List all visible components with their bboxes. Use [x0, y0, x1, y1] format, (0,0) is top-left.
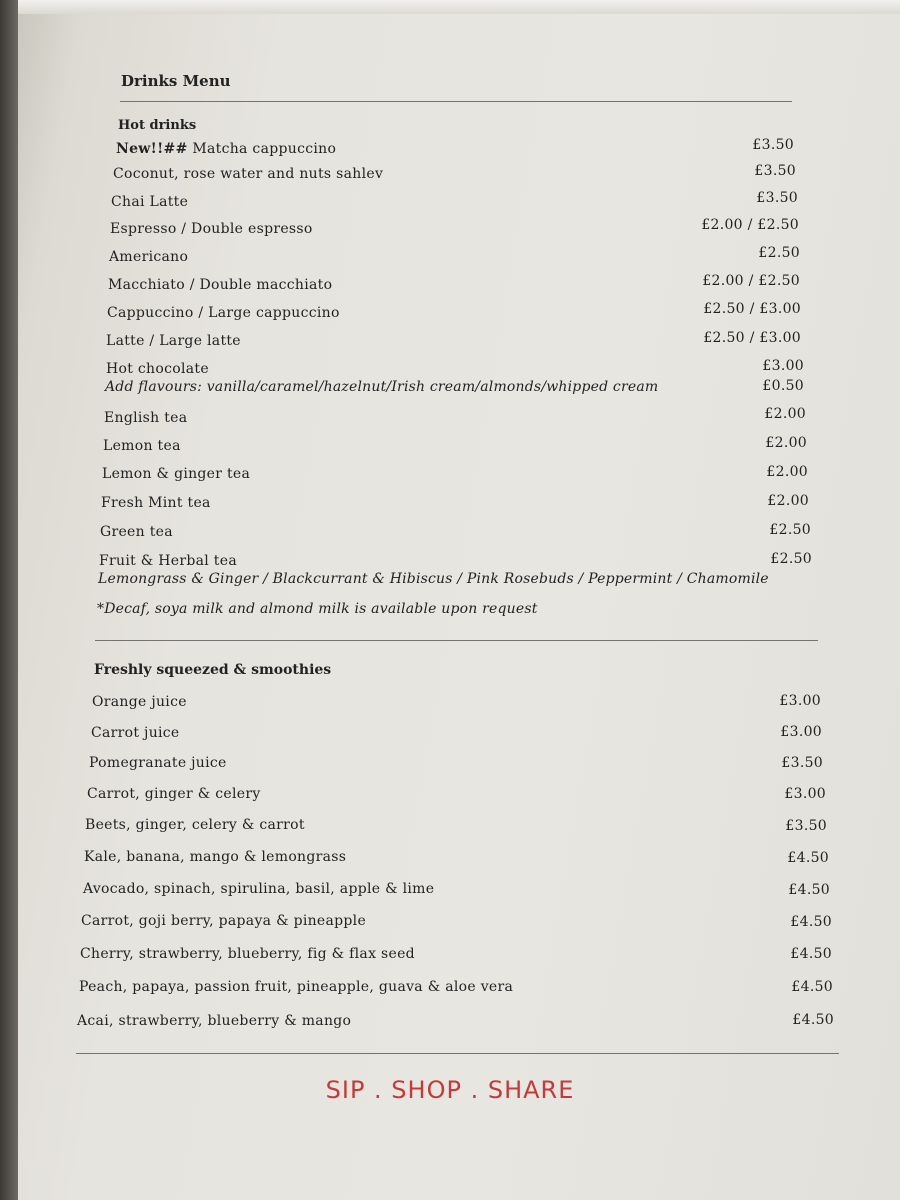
hot-drinks-heading: Hot drinks: [118, 118, 197, 133]
juices-heading: Freshly squeezed & smoothies: [94, 662, 332, 678]
menu-item-price: £4.50: [790, 946, 832, 962]
menu-item-name: [111, 194, 188, 210]
menu-item-price: £4.50: [791, 979, 833, 995]
menu-item-name: [84, 849, 346, 865]
menu-item-name: [106, 333, 241, 349]
menu-item-label: Latte / Large latte: [106, 333, 241, 349]
menu-item-label: Carrot, ginger & celery: [87, 786, 261, 802]
menu-item-price: £4.50: [792, 1012, 834, 1028]
menu-item-label: Cherry, strawberry, blueberry, fig & flax seed: [80, 946, 415, 962]
menu-item-label: Chai Latte: [111, 194, 189, 210]
menu-item-price: £4.50: [788, 882, 830, 898]
menu-item-name: [104, 410, 187, 426]
menu-item-label: Pomegranate juice: [89, 755, 227, 771]
menu-item-label: Macchiato / Double macchiato: [108, 277, 333, 293]
menu-item-label: Orange juice: [92, 694, 187, 710]
menu-item-price: £3.00: [762, 358, 804, 374]
menu-item-name: [108, 277, 332, 293]
section-divider: [95, 640, 818, 641]
menu-item-name: [107, 305, 340, 321]
menu-item-name: [91, 725, 180, 741]
menu-item-price: £3.00: [779, 693, 821, 709]
menu-item-price: £3.00: [784, 786, 826, 802]
menu-item-label: Kale, banana, mango & lemongrass: [84, 849, 347, 865]
menu-item-price: £2.00: [767, 493, 809, 509]
menu-item-label: Carrot, goji berry, papaya & pineapple: [81, 913, 367, 929]
menu-item-name: [116, 141, 336, 157]
menu-item-label: Matcha cappuccino: [192, 141, 337, 157]
menu-item-label: Espresso / Double espresso: [110, 221, 313, 237]
menu-item-price: £2.50: [769, 522, 811, 538]
menu-item-price: £4.50: [787, 850, 829, 866]
menu-item-label: Acai, strawberry, blueberry & mango: [77, 1013, 352, 1029]
menu-item-label: Lemon & ginger tea: [102, 466, 251, 482]
new-badge: New!!##: [116, 141, 188, 157]
milk-footnote: *Decaf, soya milk and almond milk is available upon request: [97, 601, 538, 617]
menu-item-label: Cappuccino / Large cappuccino: [107, 305, 340, 321]
menu-item-name: [110, 221, 313, 237]
menu-item-name: [81, 913, 366, 929]
menu-item-name: [101, 495, 211, 511]
menu-item-label: Peach, papaya, passion fruit, pineapple, guava & aloe vera: [79, 979, 514, 995]
menu-item-name: [85, 817, 305, 833]
menu-item-name: [109, 249, 188, 265]
menu-item-label: Fruit & Herbal tea: [99, 553, 237, 569]
menu-item-name: [83, 881, 434, 897]
menu-item-label: Beets, ginger, celery & carrot: [85, 817, 305, 833]
menu-item-label: Add flavours: vanilla/caramel/hazelnut/Irish cream/almonds/whipped cream: [105, 379, 659, 395]
menu-item-price: £2.50: [770, 551, 812, 567]
menu-item-price: £2.00: [764, 406, 806, 422]
menu-item-price: £2.00: [765, 435, 807, 451]
menu-item-price: £2.00 / £2.50: [702, 273, 800, 289]
menu-item-name: [100, 524, 173, 540]
menu-item-label: Avocado, spinach, spirulina, basil, apple & lime: [83, 881, 435, 897]
menu-item-price: £2.50 / £3.00: [703, 301, 801, 317]
menu-item-name: [80, 946, 415, 962]
menu-item-price: £3.00: [780, 724, 822, 740]
menu-item-name: [79, 979, 513, 995]
menu-item-name: [87, 786, 261, 802]
page-title: Drinks Menu: [121, 72, 231, 90]
menu-item-price: £2.50: [758, 245, 800, 261]
menu-item-price: £0.50: [762, 378, 804, 394]
menu-item-price: £2.00: [766, 464, 808, 480]
tea-flavours-note: Lemongrass & Ginger / Blackcurrant & Hibiscus / Pink Rosebuds / Peppermint / Chamomile: [98, 571, 769, 587]
menu-item-price: £2.00 / £2.50: [701, 217, 799, 233]
page-edge: [0, 0, 18, 1200]
menu-item-label: Americano: [109, 249, 189, 265]
menu-item-name: [77, 1013, 351, 1029]
menu-item-price: £3.50: [785, 818, 827, 834]
menu-item-price: £3.50: [756, 190, 798, 206]
menu-item-label: English tea: [104, 410, 188, 426]
menu-item-price: £3.50: [752, 137, 794, 153]
menu-item-name: [103, 438, 181, 454]
menu-item-name: [92, 694, 187, 710]
title-divider: [120, 101, 792, 102]
menu-item-label: Green tea: [100, 524, 173, 540]
menu-item-name: [99, 553, 237, 569]
menu-item-label: Fresh Mint tea: [101, 495, 211, 511]
menu-item-name: [105, 379, 658, 395]
page-top-strip: [18, 0, 900, 14]
menu-item-label: Carrot juice: [91, 725, 180, 741]
menu-item-name: [89, 755, 227, 771]
tagline: SIP . SHOP . SHARE: [325, 1076, 575, 1104]
menu-item-name: [102, 466, 250, 482]
bottom-divider: [76, 1053, 839, 1054]
menu-item-price: £2.50 / £3.00: [703, 330, 801, 346]
menu-item-price: £3.50: [754, 163, 796, 179]
menu-item-price: £4.50: [790, 914, 832, 930]
menu-item-label: Hot chocolate: [106, 361, 209, 377]
menu-item-label: Coconut, rose water and nuts sahlev: [113, 166, 384, 182]
menu-item-name: [113, 166, 383, 182]
menu-item-label: Lemon tea: [103, 438, 181, 454]
menu-item-name: [106, 361, 209, 377]
menu-item-price: £3.50: [781, 755, 823, 771]
